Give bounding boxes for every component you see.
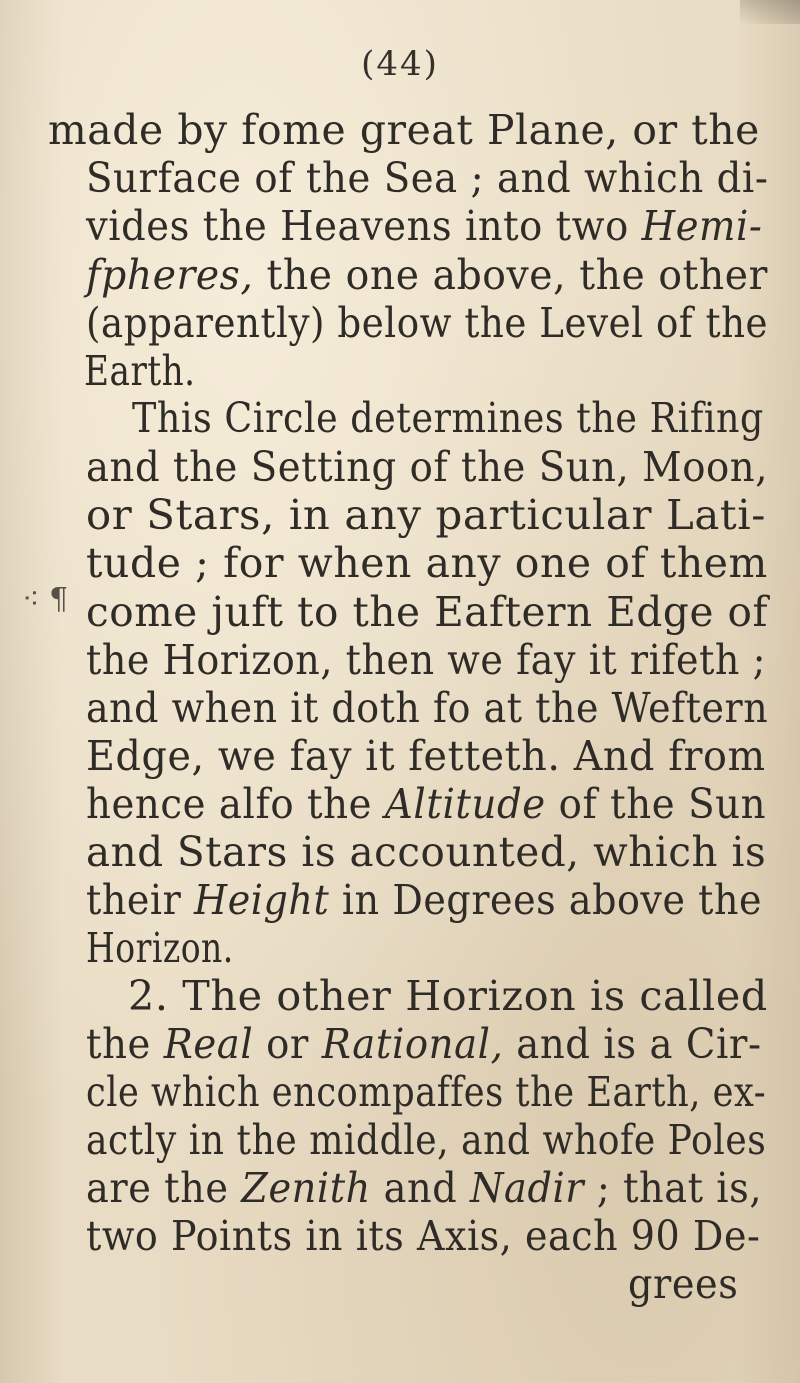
line-text: come juft to the Eaftern Edge of bbox=[86, 588, 769, 636]
text-line bbox=[128, 970, 768, 1022]
text-line bbox=[86, 297, 768, 349]
margin-mark: ⁖ ¶ bbox=[22, 582, 69, 617]
text-line bbox=[84, 345, 196, 397]
line-text: cle which encompaffes the Earth, ex- bbox=[86, 1068, 767, 1116]
line-text: and Stars is accounted, which is bbox=[86, 828, 767, 876]
text-line bbox=[86, 778, 766, 830]
line-text: and when it doth fo at the Weftern bbox=[86, 684, 769, 732]
text-line bbox=[86, 1162, 762, 1214]
italic-text: Real bbox=[163, 1020, 254, 1068]
text-line bbox=[86, 586, 768, 638]
line-text: vides the Heavens into two bbox=[86, 202, 642, 250]
text-line bbox=[86, 922, 234, 974]
line-text: the Horizon, then we fay it rifeth ; bbox=[86, 636, 766, 684]
text-line bbox=[86, 1210, 760, 1262]
line-text: Surface of the Sea ; and which di- bbox=[86, 154, 769, 202]
text-line bbox=[86, 730, 766, 782]
page-number: (44) bbox=[361, 44, 439, 84]
italic-text: fpheres, bbox=[86, 251, 254, 299]
line-text: actly in the middle, and whofe Poles bbox=[86, 1116, 767, 1164]
italic-text: Hemi- bbox=[641, 202, 763, 250]
line-text: This Circle determines the Rifing bbox=[132, 394, 764, 442]
line-text: and is a Cir- bbox=[503, 1020, 762, 1068]
line-text: ; that is, bbox=[584, 1164, 763, 1212]
italic-text: Height bbox=[194, 876, 330, 924]
text-line bbox=[86, 152, 768, 204]
italic-text: Nadir bbox=[469, 1164, 585, 1212]
text-line bbox=[86, 249, 768, 301]
text-line bbox=[86, 489, 766, 541]
italic-text: Zenith bbox=[241, 1164, 371, 1212]
line-text: in Degrees above the bbox=[329, 876, 763, 924]
text-line bbox=[86, 826, 766, 878]
italic-text: Rational, bbox=[321, 1020, 504, 1068]
line-text: the bbox=[86, 1020, 164, 1068]
line-text: two Points in its Axis, each 90 De- bbox=[86, 1212, 761, 1260]
line-text: Earth. bbox=[84, 347, 196, 395]
text-line bbox=[628, 1258, 738, 1310]
line-text: grees bbox=[628, 1260, 739, 1308]
line-text: tude ; for when any one of them bbox=[86, 539, 768, 587]
line-text: (apparently) below the Level of the bbox=[86, 299, 769, 347]
text-line bbox=[86, 874, 762, 926]
italic-text: Altitude bbox=[384, 780, 546, 828]
line-text: 2. The other Horizon is called bbox=[128, 972, 768, 1020]
text-line bbox=[86, 1018, 762, 1070]
text-line bbox=[86, 1114, 766, 1166]
line-text: their bbox=[86, 876, 195, 924]
line-text: and the Setting of the Sun, Moon, bbox=[86, 443, 769, 491]
text-line bbox=[86, 634, 766, 686]
line-text: Horizon. bbox=[86, 924, 234, 972]
line-text: of the Sun bbox=[545, 780, 767, 828]
text-line bbox=[86, 537, 768, 589]
line-text: Edge, we fay it fetteth. And from bbox=[86, 732, 766, 780]
line-text: or Stars, in any particular Lati- bbox=[86, 491, 766, 539]
text-line bbox=[132, 392, 764, 444]
paper-stain bbox=[740, 0, 800, 24]
text-line bbox=[86, 1066, 766, 1118]
line-text: hence alfo the bbox=[86, 780, 385, 828]
line-text: and bbox=[370, 1164, 470, 1212]
text-line bbox=[48, 104, 760, 156]
line-text: or bbox=[253, 1020, 322, 1068]
text-line bbox=[86, 682, 768, 734]
line-text: are the bbox=[86, 1164, 242, 1212]
line-text: made by fome great Plane, or the bbox=[48, 106, 760, 154]
text-line bbox=[86, 441, 768, 493]
line-text: the one above, the other bbox=[253, 251, 768, 299]
text-line bbox=[86, 200, 762, 252]
